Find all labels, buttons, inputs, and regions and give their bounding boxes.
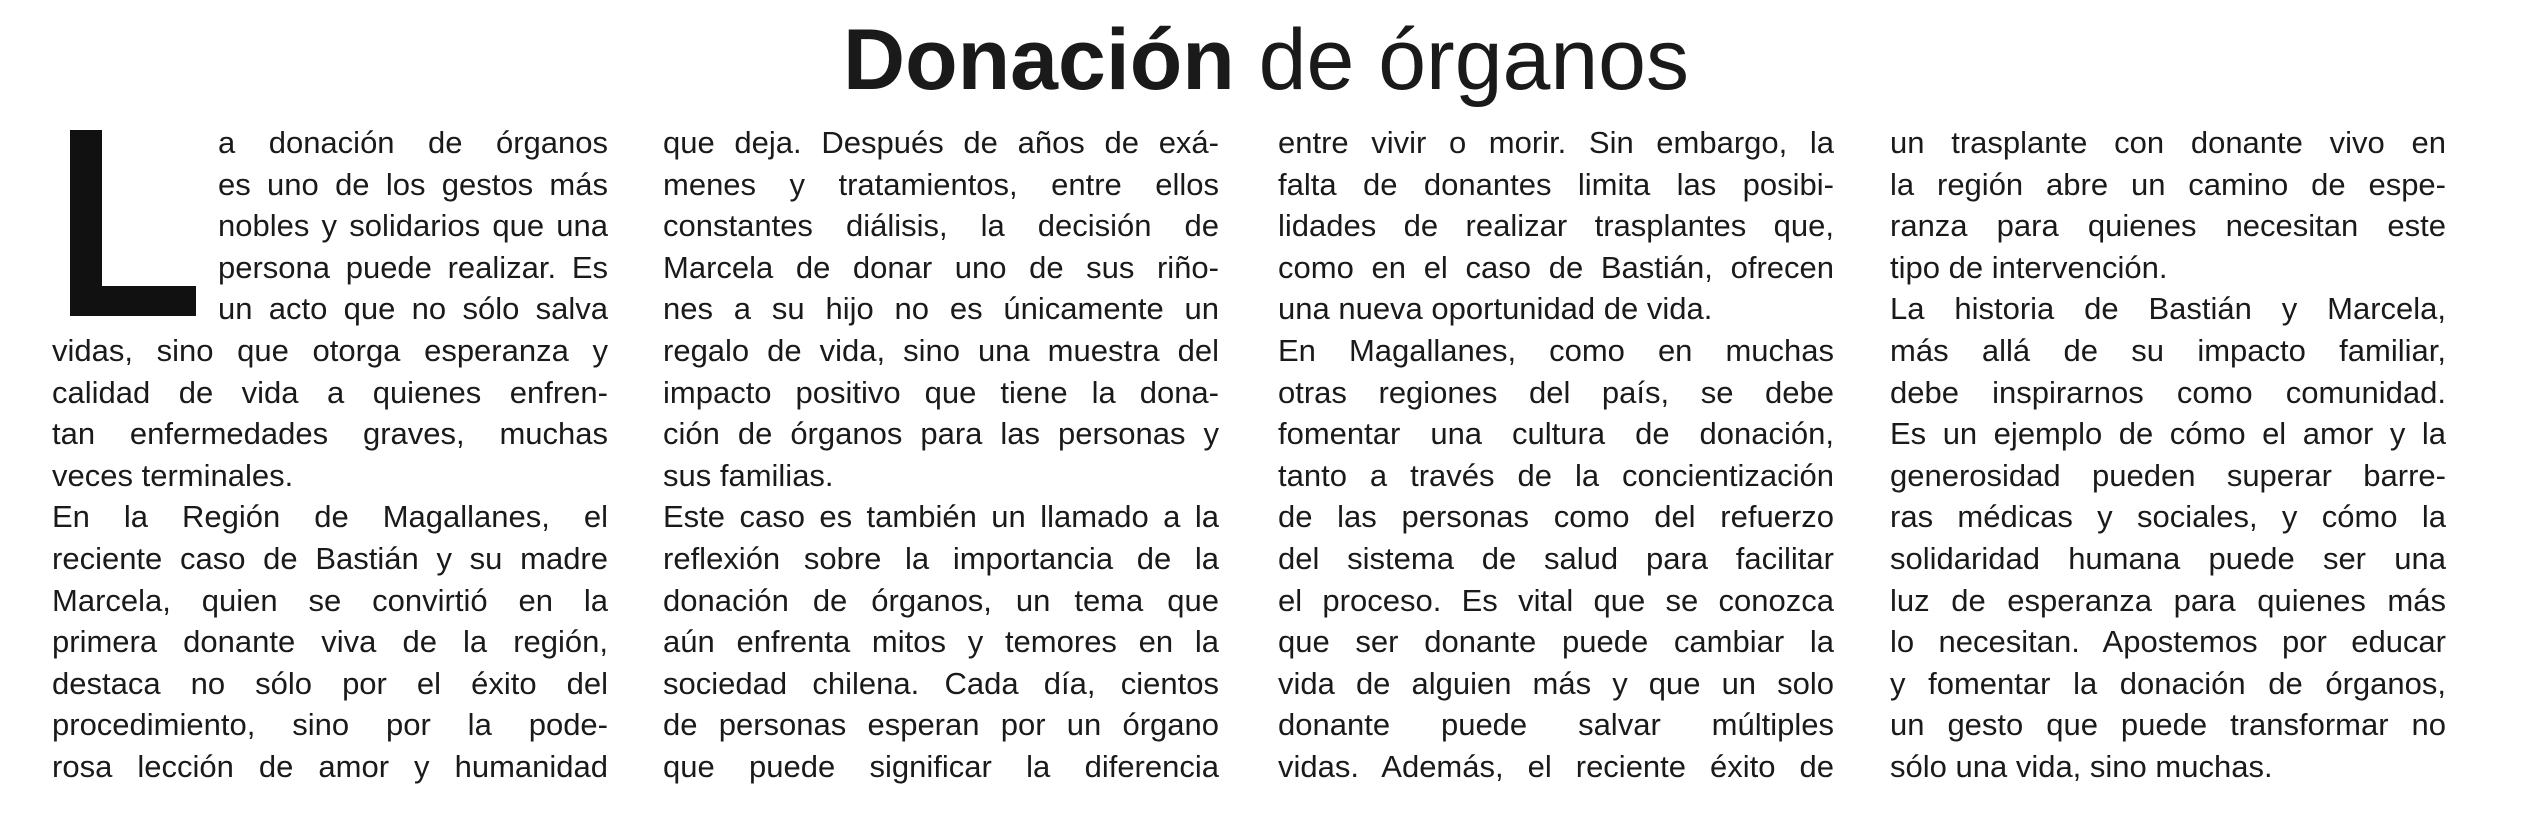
text-line: del sistema de salud para facilitar (1278, 540, 1834, 576)
text-line: aún enfrenta mitos y temores en la (663, 624, 1219, 660)
text-line: persona puede realizar. Es (218, 249, 608, 285)
text-line: Es un ejemplo de cómo el amor y la (1890, 416, 2446, 452)
text-line: tipo de intervención. (1890, 249, 2168, 285)
text-line: un gesto que puede transformar no (1890, 707, 2446, 743)
text-line: En la Región de Magallanes, el (52, 499, 608, 535)
text-line: En Magallanes, como en muchas (1278, 332, 1834, 368)
text-line: regalo de vida, sino una muestra del (663, 332, 1219, 368)
article-column-3 (1278, 122, 1834, 788)
text-line: ción de órganos para las personas y (663, 416, 1219, 452)
text-line: de personas esperan por un órgano (663, 707, 1219, 743)
text-line: como en el caso de Bastián, ofrecen (1278, 249, 1834, 285)
text-line: a donación de órganos (218, 125, 608, 160)
text-line: nobles y solidarios que una (218, 208, 608, 244)
text-line: menes y tratamientos, entre ellos (663, 166, 1219, 202)
text-line: vida de alguien más y que un solo (1278, 665, 1834, 701)
text-line: sociedad chilena. Cada día, cientos (663, 665, 1219, 701)
article-column-1 (52, 122, 608, 788)
text-line: impacto positivo que tiene la dona- (663, 374, 1219, 410)
text-line: sólo una vida, sino muchas. (1890, 748, 2273, 784)
text-line: Marcela de donar uno de sus riño- (663, 249, 1219, 285)
article-column-2 (663, 122, 1219, 788)
text-line: falta de donantes limita las posibi- (1278, 166, 1834, 202)
text-line: ranza para quienes necesitan este (1890, 208, 2446, 244)
text-line: nes a su hijo no es únicamente un (663, 291, 1219, 327)
text-line: la región abre un camino de espe- (1890, 166, 2446, 202)
article-column-4 (1890, 122, 2446, 788)
text-line: calidad de vida a quienes enfren- (52, 374, 608, 410)
text-line: procedimiento, sino por la pode- (52, 707, 608, 743)
text-line: donante puede salvar múltiples (1278, 707, 1834, 743)
text-line: generosidad pueden superar barre- (1890, 457, 2446, 493)
text-line: Este caso es también un llamado a la (663, 499, 1219, 535)
text-line: La historia de Bastián y Marcela, (1890, 291, 2446, 327)
text-line: una nueva oportunidad de vida. (1278, 291, 1713, 327)
text-line: otras regiones del país, se debe (1278, 374, 1834, 410)
text-line: ras médicas y sociales, y cómo la (1890, 499, 2446, 535)
text-line: primera donante viva de la región, (52, 624, 608, 660)
text-line: reciente caso de Bastián y su madre (52, 540, 608, 576)
text-line: lo necesitan. Apostemos por educar (1890, 624, 2446, 660)
text-line: solidaridad humana puede ser una (1890, 540, 2446, 576)
text-line: veces terminales. (52, 457, 294, 493)
text-line: luz de esperanza para quienes más (1890, 582, 2446, 618)
text-line: de las personas como del refuerzo (1278, 499, 1834, 535)
text-line: debe inspirarnos como comunidad. (1890, 374, 2446, 410)
text-line: que deja. Después de años de exá- (663, 125, 1219, 160)
article-headline (0, 10, 2532, 110)
text-line: lidades de realizar trasplantes que, (1278, 208, 1834, 244)
text-line: entre vivir o morir. Sin embargo, la (1278, 125, 1834, 160)
text-line: un acto que no sólo salva (218, 291, 608, 327)
text-line: que ser donante puede cambiar la (1278, 624, 1834, 660)
text-line: un trasplante con donante vivo en (1890, 125, 2446, 160)
text-line: vidas, sino que otorga esperanza y (52, 332, 608, 368)
text-line: Marcela, quien se convirtió en la (52, 582, 608, 618)
text-line: que puede significar la diferencia (663, 748, 1219, 784)
text-line: es uno de los gestos más (218, 166, 608, 202)
text-line: constantes diálisis, la decisión de (663, 208, 1219, 244)
text-line: vidas. Además, el reciente éxito de (1278, 748, 1834, 784)
text-line: reflexión sobre la importancia de la (663, 540, 1219, 576)
text-line: tanto a través de la concientización (1278, 457, 1834, 493)
headline-bold-part: Donación (842, 12, 1235, 108)
text-line: rosa lección de amor y humanidad (52, 748, 608, 784)
text-line: el proceso. Es vital que se conozca (1278, 582, 1834, 618)
text-line: y fomentar la donación de órganos, (1890, 665, 2446, 701)
text-line: más allá de su impacto familiar, (1890, 332, 2446, 368)
text-line: destaca no sólo por el éxito del (52, 665, 608, 701)
text-line: fomentar una cultura de donación, (1278, 416, 1834, 452)
text-line: tan enfermedades graves, muchas (52, 416, 608, 452)
headline-regular-part: de órganos (1234, 12, 1690, 108)
text-line: donación de órganos, un tema que (663, 582, 1219, 618)
text-line: sus familias. (663, 457, 834, 493)
